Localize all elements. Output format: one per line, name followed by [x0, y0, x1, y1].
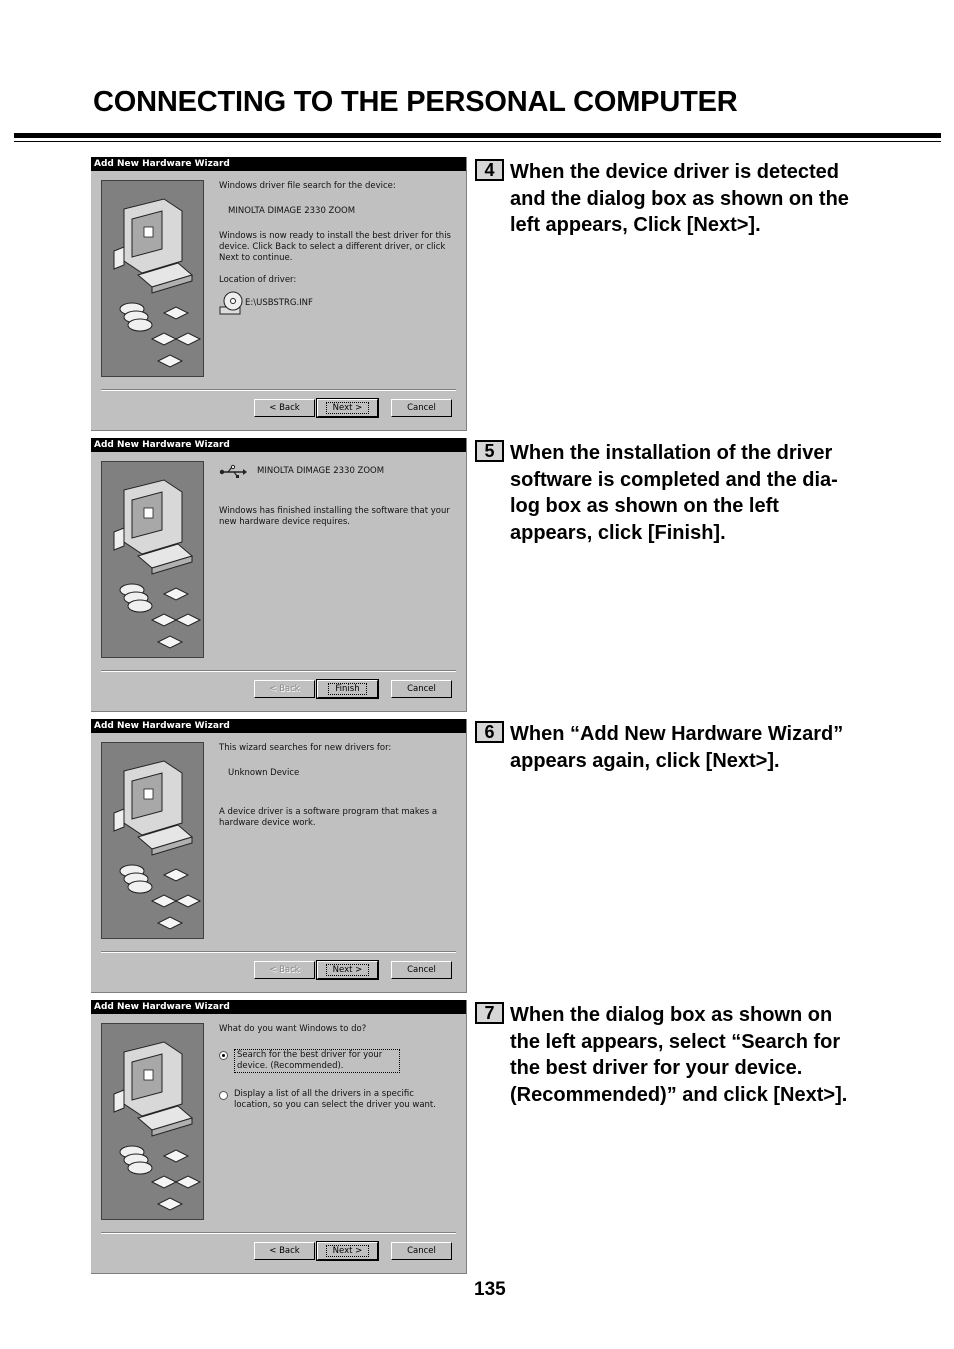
page-number: 135: [474, 1279, 506, 1300]
device-name: Unknown Device: [228, 768, 300, 778]
dialog-text: Windows is now ready to install the best driver for this device. Click Back to select a different driver, or click Next to continue.: [219, 231, 451, 263]
step-instruction: When “Add New Hardware Wizard” appears again, click [Next>].: [510, 723, 844, 772]
dialog-titlebar: Add New Hardware Wizard: [91, 1000, 466, 1014]
header-rule-thin: [14, 141, 941, 142]
step-4: [475, 159, 905, 239]
cd-drive-icon: [219, 290, 245, 316]
dialog-text: Windows driver file search for the device:: [219, 181, 396, 191]
dialog-body: [219, 462, 459, 528]
back-button[interactable]: < Back: [254, 961, 315, 979]
wizard-dialog-new-drivers: [91, 719, 467, 993]
option-label: Search for the best driver for your device. (Recommended).: [234, 1049, 400, 1073]
device-name: MINOLTA DIMAGE 2330 ZOOM: [228, 206, 356, 216]
radio-unselected-icon[interactable]: [219, 1091, 228, 1100]
wizard-illustration: [101, 461, 204, 658]
dialog-body: [219, 181, 459, 316]
cancel-button[interactable]: Cancel: [391, 961, 452, 979]
dialog-separator: [101, 389, 456, 391]
dialog-question: What do you want Windows to do?: [219, 1024, 367, 1034]
dialog-text: This wizard searches for new drivers for:: [219, 743, 392, 753]
back-button[interactable]: < Back: [254, 1242, 315, 1260]
next-button[interactable]: [317, 399, 378, 417]
next-button-label: Next >: [326, 402, 370, 414]
option-display-driver-list[interactable]: [219, 1089, 459, 1111]
next-button[interactable]: [317, 961, 378, 979]
dialog-separator: [101, 951, 456, 953]
wizard-illustration: [101, 180, 204, 377]
step-number-badge: 6: [475, 721, 504, 743]
option-search-best-driver[interactable]: [219, 1049, 459, 1073]
next-button-label: Next >: [326, 964, 370, 976]
dialog-separator: [101, 1232, 456, 1234]
computer-cd-illustration: [102, 181, 203, 376]
wizard-dialog-install-finished: [91, 438, 467, 712]
dialog-text: A device driver is a software program that makes a hardware device work.: [219, 807, 438, 828]
step-7: [475, 1002, 905, 1108]
wizard-dialog-driver-search: [91, 157, 467, 431]
usb-icon: [219, 464, 247, 478]
computer-cd-illustration: [102, 743, 203, 938]
step-5: [475, 440, 905, 546]
finish-button-label: Finish: [328, 683, 366, 695]
step-number-badge: 4: [475, 159, 504, 181]
cancel-button[interactable]: Cancel: [391, 1242, 452, 1260]
dialog-separator: [101, 670, 456, 672]
wizard-dialog-search-options: [91, 1000, 467, 1274]
step-instruction: When the dialog box as shown on the left appears, select “Search for the best driver for your device. (Recommended)” and click [Next>].: [510, 1004, 848, 1106]
wizard-illustration: [101, 1023, 204, 1220]
step-instruction: When the device driver is detected and the dialog box as shown on the left appears, Click [Next>].: [510, 161, 849, 236]
step-6: [475, 721, 905, 774]
back-button[interactable]: < Back: [254, 399, 315, 417]
step-instruction: When the installation of the driver software is completed and the dia- log box as shown on the left appears, click [Finish].: [510, 442, 838, 544]
device-name: MINOLTA DIMAGE 2330 ZOOM: [257, 465, 385, 476]
driver-path: E:\USBSTRG.INF: [245, 297, 313, 308]
dialog-titlebar: Add New Hardware Wizard: [91, 719, 466, 733]
option-label: Display a list of all the drivers in a specific location, so you can select the driver you want.: [234, 1089, 436, 1110]
cancel-button[interactable]: Cancel: [391, 399, 452, 417]
dialog-titlebar: Add New Hardware Wizard: [91, 438, 466, 452]
computer-cd-illustration: [102, 1024, 203, 1219]
back-button[interactable]: < Back: [254, 680, 315, 698]
dialog-titlebar: Add New Hardware Wizard: [91, 157, 466, 171]
dialog-text: Windows has finished installing the software that your new hardware device requires.: [219, 506, 450, 527]
radio-selected-icon[interactable]: [219, 1051, 228, 1060]
dialog-body: [219, 743, 459, 829]
step-number-badge: 7: [475, 1002, 504, 1024]
location-label: Location of driver:: [219, 275, 297, 285]
cancel-button[interactable]: Cancel: [391, 680, 452, 698]
dialog-body: [219, 1024, 459, 1111]
wizard-illustration: [101, 742, 204, 939]
next-button[interactable]: [317, 1242, 378, 1260]
step-number-badge: 5: [475, 440, 504, 462]
page-title: CONNECTING TO THE PERSONAL COMPUTER: [93, 86, 738, 118]
next-button-label: Next >: [326, 1245, 370, 1257]
header-rule-thick: [14, 133, 941, 138]
computer-cd-illustration: [102, 462, 203, 657]
finish-button[interactable]: [317, 680, 378, 698]
